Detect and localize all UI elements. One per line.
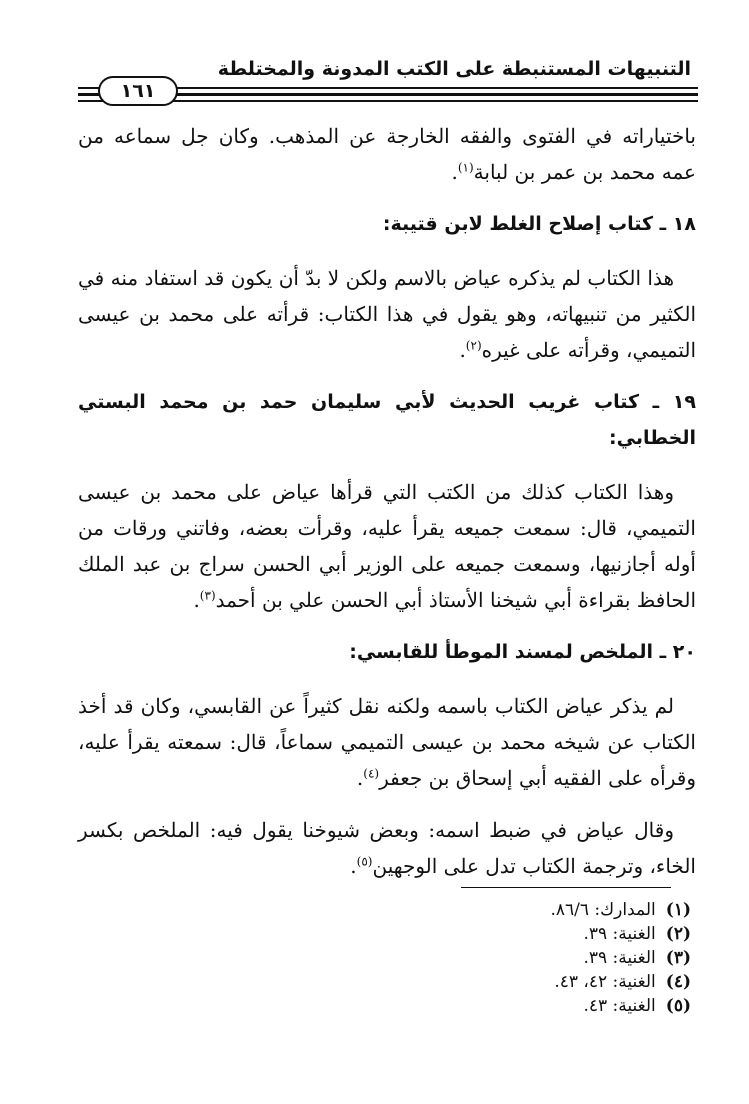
footnote-text: الغنية: ٤٢، ٤٣. — [554, 972, 656, 992]
period: . — [356, 766, 364, 790]
footnotes — [391, 898, 691, 1018]
paragraph-text: هذا الكتاب لم يذكره عياض بالاسم ولكن لا بدّ أن يكون قد استفاد منه في الكثير من تنبيهاته، وهو يقول في هذا الكتاب: قرأته على محمد بن عيسى التميمي، وقرأته على غيره — [78, 266, 696, 362]
footnote-number: (٢) — [665, 924, 691, 944]
footnote-ref: (١) — [457, 160, 474, 175]
footnote-ref: (٥) — [356, 854, 373, 869]
footnote-text: الغنية: ٣٩. — [583, 924, 656, 944]
footnote-number: (٥) — [665, 996, 691, 1016]
paragraph-text: وهذا الكتاب كذلك من الكتب التي قرأها عياض على محمد بن عيسى التميمي، قال: سمعت جميعه يقرأ عليه، وقرأت بعضه، وفاتني ورقات من أوله أجازنيها، وسمعت جميعه على الوزير أبي الحسن سراج بن عبد الملك الحافظ بقراءة أبي شيخنا الأستاذ أبي الحسن علي بن أحمد — [78, 480, 696, 612]
paragraph-text: لم يذكر عياض الكتاب باسمه ولكنه نقل كثيراً عن القابسي، وكان قد أخذ الكتاب عن شيخه محمد بن عيسى التميمي سماعاً، قال: سمعته يقرأ عليه، وقرأه على الفقيه أبي إسحاق بن جعفر — [78, 694, 696, 790]
paragraph — [78, 474, 696, 618]
footnote-text: الغنية: ٣٩. — [583, 948, 656, 968]
paragraph-text: باختياراته في الفتوى والفقه الخارجة عن المذهب. وكان جل سماعه من عمه محمد بن عمر بن لبابة — [78, 124, 696, 184]
footnote-item — [391, 994, 691, 1018]
footnote-item — [391, 946, 691, 970]
paragraph — [78, 688, 696, 796]
period: . — [459, 338, 466, 362]
footnote-ref: (٣) — [199, 588, 216, 603]
period: . — [193, 588, 200, 612]
footnote-divider — [461, 887, 671, 888]
paragraph — [78, 812, 696, 884]
page-body — [78, 118, 696, 900]
footnote-number: (٤) — [665, 972, 691, 992]
running-title: التنبيهات المستنبطة على الكتب المدونة والمختلطة — [217, 58, 691, 80]
footnote-number: (١) — [665, 900, 691, 920]
period: . — [350, 854, 357, 878]
page-number: ١٦١ — [98, 76, 178, 106]
footnote-text: المدارك: ٨٦/٦. — [550, 900, 656, 920]
footnote-ref: (٢) — [465, 338, 482, 353]
section-heading-20: ٢٠ ـ الملخص لمسند الموطأ للقابسي: — [349, 641, 696, 663]
footnote-number: (٣) — [665, 948, 691, 968]
period: . — [451, 160, 458, 184]
section-heading-19: ١٩ ـ كتاب غريب الحديث لأبي سليمان حمد بن محمد البستي الخطابي: — [78, 391, 696, 449]
paragraph — [78, 260, 696, 368]
footnote-item — [391, 922, 691, 946]
paragraph — [78, 118, 696, 190]
paragraph-text: وقال عياض في ضبط اسمه: وبعض شيوخنا يقول فيه: الملخص بكسر الخاء، وترجمة الكتاب تدل على الوجهين — [78, 818, 696, 878]
footnote-ref: (٤) — [363, 766, 380, 781]
footnote-item — [391, 898, 691, 922]
section-heading-18: ١٨ ـ كتاب إصلاح الغلط لابن قتيبة: — [382, 213, 696, 235]
footnote-text: الغنية: ٤٣. — [583, 996, 656, 1016]
footnote-item — [391, 970, 691, 994]
